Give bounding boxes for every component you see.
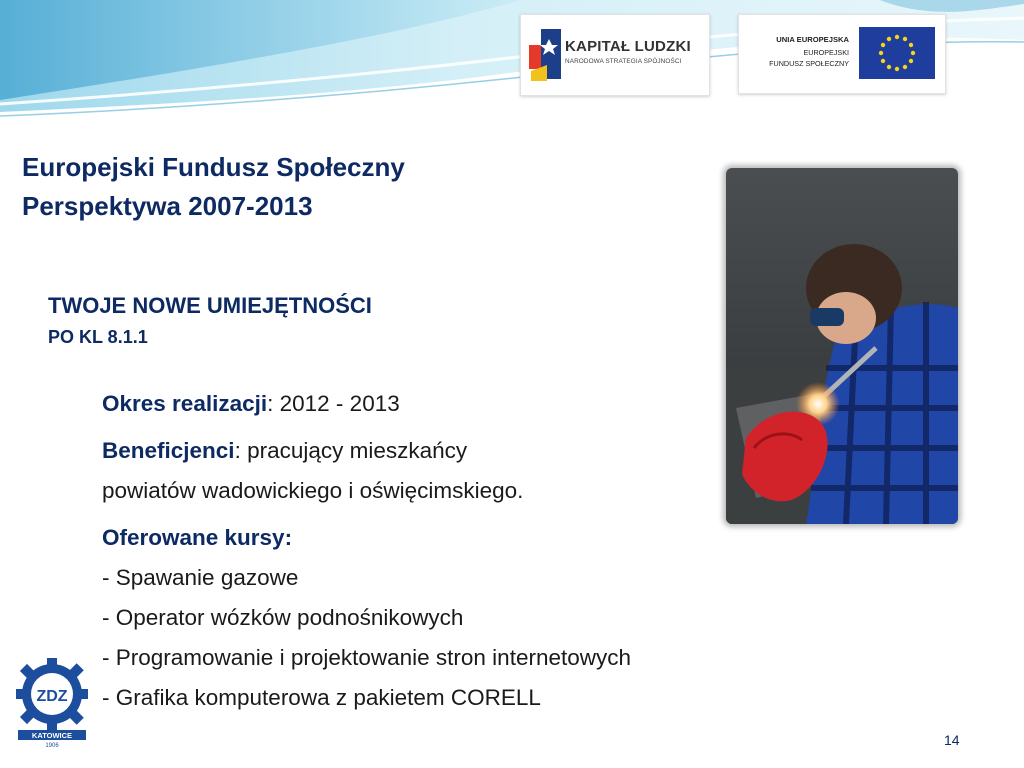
kapital-ludzki-title: KAPITAŁ LUDZKI	[565, 38, 691, 55]
beneficiaries	[102, 431, 882, 511]
eu-logo-line3: FUNDUSZ SPOŁECZNY	[769, 59, 849, 68]
realization-period-value: : 2012 - 2013	[267, 391, 400, 416]
kapital-ludzki-logo	[520, 14, 710, 96]
page-number: 14	[944, 732, 960, 748]
slide-title	[22, 148, 405, 226]
course-item: - Operator wózków podnośnikowych	[102, 605, 464, 630]
beneficiaries-value-line1: : pracujący mieszkańcy	[234, 438, 468, 463]
course-item: - Programowanie i projektowanie stron internetowych	[102, 645, 632, 670]
project-name: TWOJE NOWE UMIEJĘTNOŚCI	[48, 293, 372, 318]
eu-social-fund-logo	[738, 14, 946, 94]
slide-title-line1: Europejski Fundusz Społeczny	[22, 152, 405, 182]
project-subtitle	[48, 290, 372, 352]
eu-logo-line1: UNIA EUROPEJSKA	[776, 35, 849, 44]
course-item: - Grafika komputerowa z pakietem CORELL	[102, 685, 541, 710]
kapital-ludzki-emblem-icon	[527, 25, 563, 85]
offered-courses-label: Oferowane kursy:	[102, 525, 293, 550]
slide-body	[102, 384, 882, 718]
eu-logo-line2: EUROPEJSKI	[803, 48, 849, 57]
offered-courses	[102, 518, 882, 718]
beneficiaries-label: Beneficjenci	[102, 438, 235, 463]
zdz-katowice-logo	[12, 656, 92, 748]
realization-period	[102, 384, 882, 424]
kapital-ludzki-subtitle: NARODOWA STRATEGIA SPÓJNOŚCI	[565, 58, 682, 65]
slide-title-line2: Perspektywa 2007-2013	[22, 191, 313, 221]
realization-period-label: Okres realizacji	[102, 391, 268, 416]
program-code: PO KL 8.1.1	[48, 327, 148, 347]
zdz-city: KATOWICE	[31, 731, 73, 740]
zdz-letters: ZDZ	[36, 688, 68, 705]
zdz-year: 1906	[45, 743, 59, 748]
beneficiaries-value-line2: powiatów wadowickiego i oświęcimskiego.	[102, 478, 524, 503]
eu-flag-icon	[859, 27, 935, 79]
course-item: - Spawanie gazowe	[102, 565, 299, 590]
